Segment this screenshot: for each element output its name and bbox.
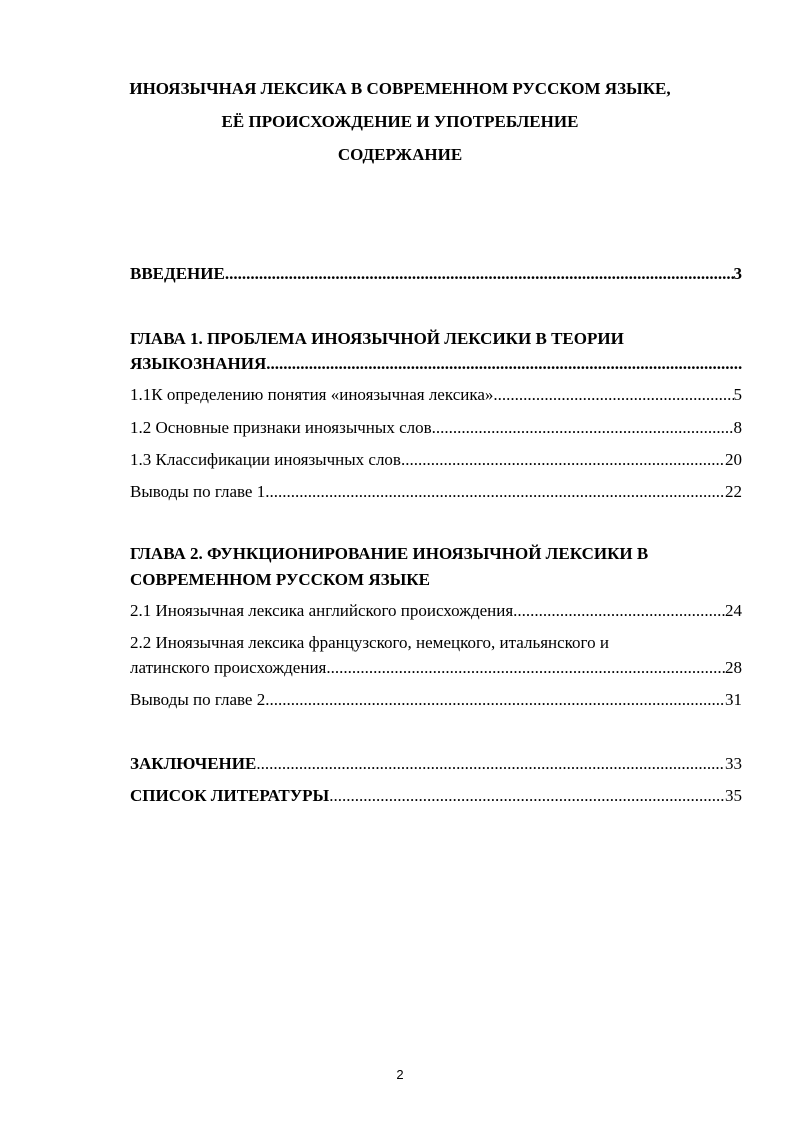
toc-section-2-2[interactable] (130, 630, 742, 680)
toc-entry-text: 1.2 Основные признаки иноязычных слов (130, 418, 432, 437)
toc-page-number: 8 (733, 418, 742, 437)
toc-conclusions-1[interactable] (130, 480, 742, 504)
toc-page-number: 3 (733, 264, 742, 283)
toc-page-number: 20 (725, 450, 742, 469)
dot-leader (432, 416, 734, 440)
toc-page-number: 24 (725, 601, 742, 620)
toc-page-number: 28 (725, 658, 742, 677)
dot-leader (329, 784, 725, 808)
toc-conclusions-2[interactable] (130, 688, 742, 712)
document-title-line-1: ИНОЯЗЫЧНАЯ ЛЕКСИКА В СОВРЕМЕННОМ РУССКОМ ЯЗЫКЕ, (129, 79, 671, 98)
title-block (0, 72, 800, 171)
toc-page-number: 35 (725, 786, 742, 805)
dot-leader (265, 480, 725, 504)
toc-section-1-1[interactable] (130, 383, 742, 407)
toc-entry-text: 2.1 Иноязычная лексика английского происхождения (130, 601, 514, 620)
toc-entry-text: Выводы по главе 2 (130, 690, 266, 709)
toc-entry-text: ГЛАВА 2. ФУНКЦИОНИРОВАНИЕ ИНОЯЗЫЧНОЙ ЛЕКСИКИ В (130, 544, 649, 563)
toc-entry-text: 1.1К определению понятия «иноязычная лексика» (130, 385, 494, 404)
dot-leader (266, 352, 742, 376)
toc-entry-text-continued: СОВРЕМЕННОМ РУССКОМ ЯЗЫКЕ (130, 570, 430, 589)
dot-leader (256, 752, 725, 776)
page-number: 2 (396, 1067, 404, 1082)
toc-chapter-1[interactable] (130, 326, 742, 376)
dot-leader (513, 599, 725, 623)
dot-leader (225, 262, 734, 286)
toc-introduction[interactable] (130, 262, 742, 286)
toc-page-number: 31 (725, 690, 742, 709)
toc-page-number: 5 (733, 385, 742, 404)
dot-leader (401, 448, 725, 472)
toc-section-1-2[interactable] (130, 416, 742, 440)
dot-leader (326, 656, 725, 680)
toc-entry-text: 1.3 Классификации иноязычных слов (130, 450, 401, 469)
toc-entry-text: ЗАКЛЮЧЕНИЕ (130, 754, 257, 773)
toc-entry-text: 2.2 Иноязычная лексика французского, немецкого, итальянского и (130, 633, 609, 652)
toc-bibliography[interactable] (130, 784, 742, 808)
toc-chapter-2[interactable] (130, 541, 742, 593)
toc-entry-text: ГЛАВА 1. ПРОБЛЕМА ИНОЯЗЫЧНОЙ ЛЕКСИКИ В ТЕОРИИ (130, 329, 624, 348)
dot-leader (265, 688, 725, 712)
toc-entry-text: ВВЕДЕНИЕ (130, 264, 225, 283)
document-title-line-2: ЕЁ ПРОИСХОЖДЕНИЕ И УПОТРЕБЛЕНИЕ (221, 112, 579, 131)
toc-section-2-1[interactable] (130, 599, 742, 623)
contents-heading: СОДЕРЖАНИЕ (337, 145, 463, 164)
toc-entry-text-continued: латинского происхождения (130, 658, 327, 677)
dot-leader (493, 383, 733, 407)
toc-entry-text-continued: ЯЗЫКОЗНАНИЯ (130, 354, 267, 373)
toc-page-number: 22 (725, 482, 742, 501)
toc-page-number: 33 (725, 754, 742, 773)
toc-conclusion[interactable] (130, 752, 742, 776)
toc-entry-text: СПИСОК ЛИТЕРАТУРЫ (130, 786, 330, 805)
toc-section-1-3[interactable] (130, 448, 742, 472)
toc-entry-text: Выводы по главе 1 (130, 482, 266, 501)
